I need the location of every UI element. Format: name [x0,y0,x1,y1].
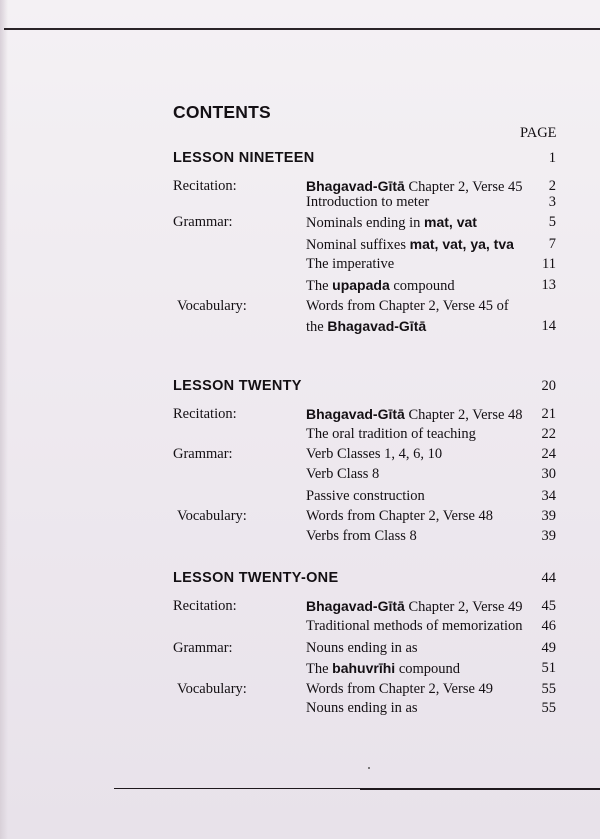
page-column-label: PAGE [520,125,557,141]
entry-title[interactable] [306,236,514,254]
lesson-page-number: 44 [541,570,556,586]
entry-text: the [306,319,328,335]
entry-title[interactable] [306,446,442,463]
entry-term: Bhagavad-Gītā [327,318,427,334]
entry-text: Verbs from Class 8 [306,528,417,544]
entry-title[interactable] [306,406,523,424]
entry-title[interactable] [306,214,477,232]
entry-page-number: 46 [541,618,556,634]
entry-text: Verb Class 8 [306,466,380,482]
entry-title[interactable] [306,318,426,336]
entry-page-number: 22 [541,426,556,442]
entry-text: Passive construction [306,488,425,504]
entry-page-number: 24 [541,446,556,462]
entry-page-number: 2 [548,178,556,194]
entry-term: Bhagavad-Gītā [306,598,405,614]
entry-text: The oral tradition of teaching [306,426,476,442]
entry-page-number: 55 [541,700,556,716]
entry-text: Nouns ending in as [306,640,418,656]
entry-title[interactable] [306,508,493,525]
entry-page-number: 39 [541,508,556,524]
entry-category: Recitation: [173,178,237,194]
entry-category: Grammar: [173,214,233,230]
lesson-title: LESSON TWENTY [173,378,302,394]
entry-page-number: 49 [541,640,556,656]
entry-page-number: 14 [541,318,556,334]
entry-page-number: 13 [541,277,556,293]
entry-text: Verb Classes 1, 4, 6, 10 [306,446,443,462]
entry-page-number: 11 [542,256,556,272]
entry-page-number: 55 [541,681,556,697]
entry-term: Bhagavad-Gītā [306,406,405,422]
entry-page-number: 34 [541,488,556,504]
entry-page-number: 3 [548,194,556,210]
entry-title[interactable] [306,466,379,483]
entry-category: Grammar: [173,446,233,462]
entry-page-number: 30 [541,466,556,482]
entry-text: Nominals ending in [306,215,425,231]
entry-category: Vocabulary: [177,681,247,697]
entry-term: mat, vat [424,214,477,230]
lesson-title: LESSON TWENTY-ONE [173,570,339,586]
entry-text: The imperative [306,256,395,272]
lesson-page-number: 20 [541,378,556,394]
entry-title[interactable] [306,681,493,698]
entry-title[interactable] [306,488,425,505]
entry-title[interactable] [306,277,455,295]
entry-text: Words from Chapter 2, Verse 48 [306,508,494,524]
entry-text: Chapter 2, Verse 45 [404,179,523,195]
speck [368,767,370,769]
entry-text: Chapter 2, Verse 49 [404,599,523,615]
entry-term: Bhagavad-Gītā [306,178,405,194]
entry-text: The [306,661,333,677]
entry-text: The [306,278,333,294]
entry-category: Grammar: [173,640,233,656]
lesson-page-number: 1 [548,150,556,166]
entry-page-number: 51 [541,660,556,676]
entry-title[interactable] [306,700,418,717]
page-shadow [0,0,8,839]
entry-text: Traditional methods of memorization [306,618,523,634]
contents-heading: CONTENTS [173,102,271,122]
entry-title[interactable] [306,528,417,545]
entry-category: Recitation: [173,598,237,614]
entry-title[interactable] [306,194,429,211]
entry-title[interactable] [306,640,418,657]
entry-text: Introduction to meter [306,194,430,210]
entry-text: Words from Chapter 2, Verse 49 [306,681,494,697]
entry-text: Words from Chapter 2, Verse 45 of [306,298,509,314]
lesson-title: LESSON NINETEEN [173,150,315,166]
entry-text: compound [389,278,455,294]
entry-title[interactable] [306,426,476,443]
entry-category: Vocabulary: [177,298,247,314]
entry-term: bahuvrīhi [332,660,396,676]
entry-term: mat, vat, ya, tva [409,236,514,252]
entry-text: compound [395,661,461,677]
entry-title[interactable] [306,660,460,678]
entry-page-number: 21 [541,406,556,422]
entry-page-number: 39 [541,528,556,544]
entry-category: Vocabulary: [177,508,247,524]
entry-page-number: 45 [541,598,556,614]
entry-title[interactable] [306,598,523,616]
entry-term: upapada [332,277,390,293]
entry-title[interactable] [306,298,509,315]
entry-title[interactable] [306,256,394,273]
entry-text: Nouns ending in as [306,700,418,716]
entry-page-number: 5 [548,214,556,230]
entry-text: Chapter 2, Verse 48 [404,407,523,423]
top-rule [4,28,600,30]
entry-text: Nominal suffixes [306,237,410,253]
bottom-rule-heavy [360,788,600,790]
entry-title[interactable] [306,618,523,635]
entry-category: Recitation: [173,406,237,422]
entry-page-number: 7 [548,236,556,252]
